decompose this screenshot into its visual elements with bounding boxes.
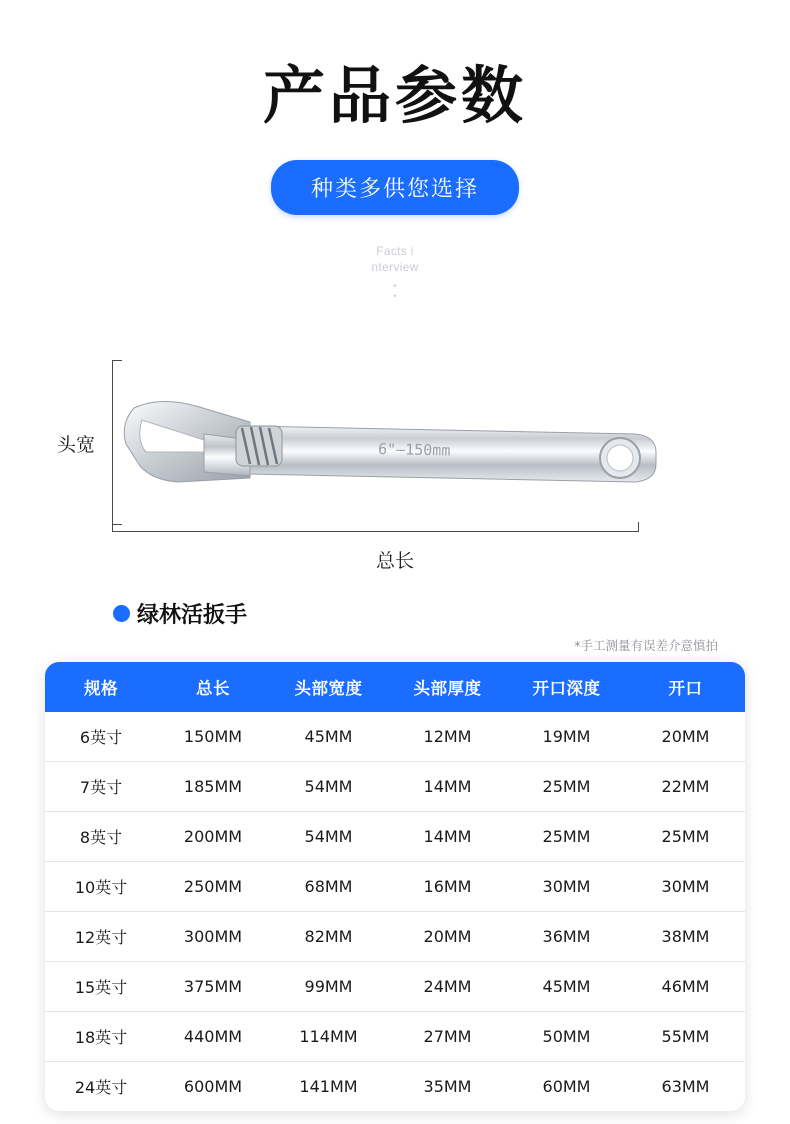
table-cell: 8英寸 <box>45 812 157 862</box>
table-cell: 36MM <box>507 912 626 962</box>
table-cell: 250MM <box>157 862 269 912</box>
table-header-cell: 开口 <box>626 662 745 712</box>
table-cell: 24MM <box>388 962 507 1012</box>
table-cell: 38MM <box>626 912 745 962</box>
table-cell: 141MM <box>299 1077 358 1096</box>
table-cell: 18英寸 <box>45 1012 157 1062</box>
measurement-note: *手工测量有误差介意慎拍 <box>574 638 718 653</box>
table-cell: 30MM <box>507 862 626 912</box>
table-cell: 25MM <box>626 812 745 862</box>
table-cell: 440MM <box>157 1012 269 1062</box>
table-cell: 54MM <box>269 812 388 862</box>
table-cell: 25MM <box>507 812 626 862</box>
table-cell: 7英寸 <box>45 762 157 812</box>
table-cell: 45MM <box>507 962 626 1012</box>
table-cell: 12英寸 <box>45 912 157 962</box>
table-cell: 35MM <box>423 1077 472 1096</box>
table-cell: 600MM <box>183 1077 243 1096</box>
table-cell: 10英寸 <box>45 862 157 912</box>
table-cell: 60MM <box>542 1077 591 1096</box>
wrench-size-engraving: 6"—150mm <box>377 440 451 460</box>
table-row <box>45 712 745 762</box>
table-cell: 54MM <box>269 762 388 812</box>
table-header-cell: 总长 <box>157 662 269 712</box>
table-row <box>45 812 745 862</box>
table-cell: 300MM <box>157 912 269 962</box>
table-body <box>45 712 745 1111</box>
table-cell: 6英寸 <box>45 712 157 762</box>
table-cell: 24英寸 <box>74 1078 128 1097</box>
table-cell: 50MM <box>507 1012 626 1062</box>
page-title: 产品参数 <box>262 59 527 132</box>
subtitle-pill: 种类多供您选择 <box>271 160 519 215</box>
decorative-dots: • • <box>393 280 397 302</box>
table-cell: 185MM <box>157 762 269 812</box>
table-cell: 16MM <box>388 862 507 912</box>
table-cell: 15英寸 <box>45 962 157 1012</box>
table-cell: 150MM <box>157 712 269 762</box>
spec-table <box>45 662 745 1111</box>
total-length-label: 总长 <box>375 550 414 572</box>
table-cell: 63MM <box>661 1077 710 1096</box>
table-cell: 12MM <box>388 712 507 762</box>
table-cell: 30MM <box>626 862 745 912</box>
table-row <box>45 1062 745 1112</box>
table-cell: 14MM <box>388 812 507 862</box>
table-row <box>45 762 745 812</box>
table-cell: 20MM <box>388 912 507 962</box>
table-cell: 25MM <box>507 762 626 812</box>
wrench-illustration <box>100 348 700 538</box>
table-header-cell: 规格 <box>45 662 157 712</box>
table-cell: 20MM <box>626 712 745 762</box>
table-cell: 114MM <box>269 1012 388 1062</box>
table-row <box>45 912 745 962</box>
table-cell: 45MM <box>269 712 388 762</box>
table-cell: 22MM <box>626 762 745 812</box>
bullet-dot-icon <box>113 605 130 622</box>
section-heading-label: 绿林活扳手 <box>137 603 248 628</box>
table-cell: 99MM <box>269 962 388 1012</box>
table-cell: 27MM <box>388 1012 507 1062</box>
table-header-cell: 头部宽度 <box>269 662 388 712</box>
decorative-caption <box>0 243 790 301</box>
table-row <box>45 862 745 912</box>
subtitle-pill-wrapper <box>0 160 790 215</box>
decorative-caption-line1: Facts i <box>376 244 414 259</box>
table-cell: 375MM <box>157 962 269 1012</box>
decorative-caption-line2: nterview <box>371 260 419 275</box>
spec-table-card <box>45 662 745 1111</box>
worm-screw-detail <box>236 426 282 466</box>
table-header-row <box>45 662 745 712</box>
table-row <box>45 1012 745 1062</box>
table-cell: 55MM <box>626 1012 745 1062</box>
head-width-label: 头宽 <box>57 434 96 456</box>
table-row <box>45 962 745 1012</box>
table-cell: 200MM <box>157 812 269 862</box>
table-cell: 14MM <box>388 762 507 812</box>
table-cell: 68MM <box>269 862 388 912</box>
table-cell: 19MM <box>507 712 626 762</box>
table-header-cell: 开口深度 <box>507 662 626 712</box>
table-cell: 46MM <box>626 962 745 1012</box>
section-heading <box>113 598 247 629</box>
table-cell: 82MM <box>269 912 388 962</box>
table-header-cell: 头部厚度 <box>388 662 507 712</box>
